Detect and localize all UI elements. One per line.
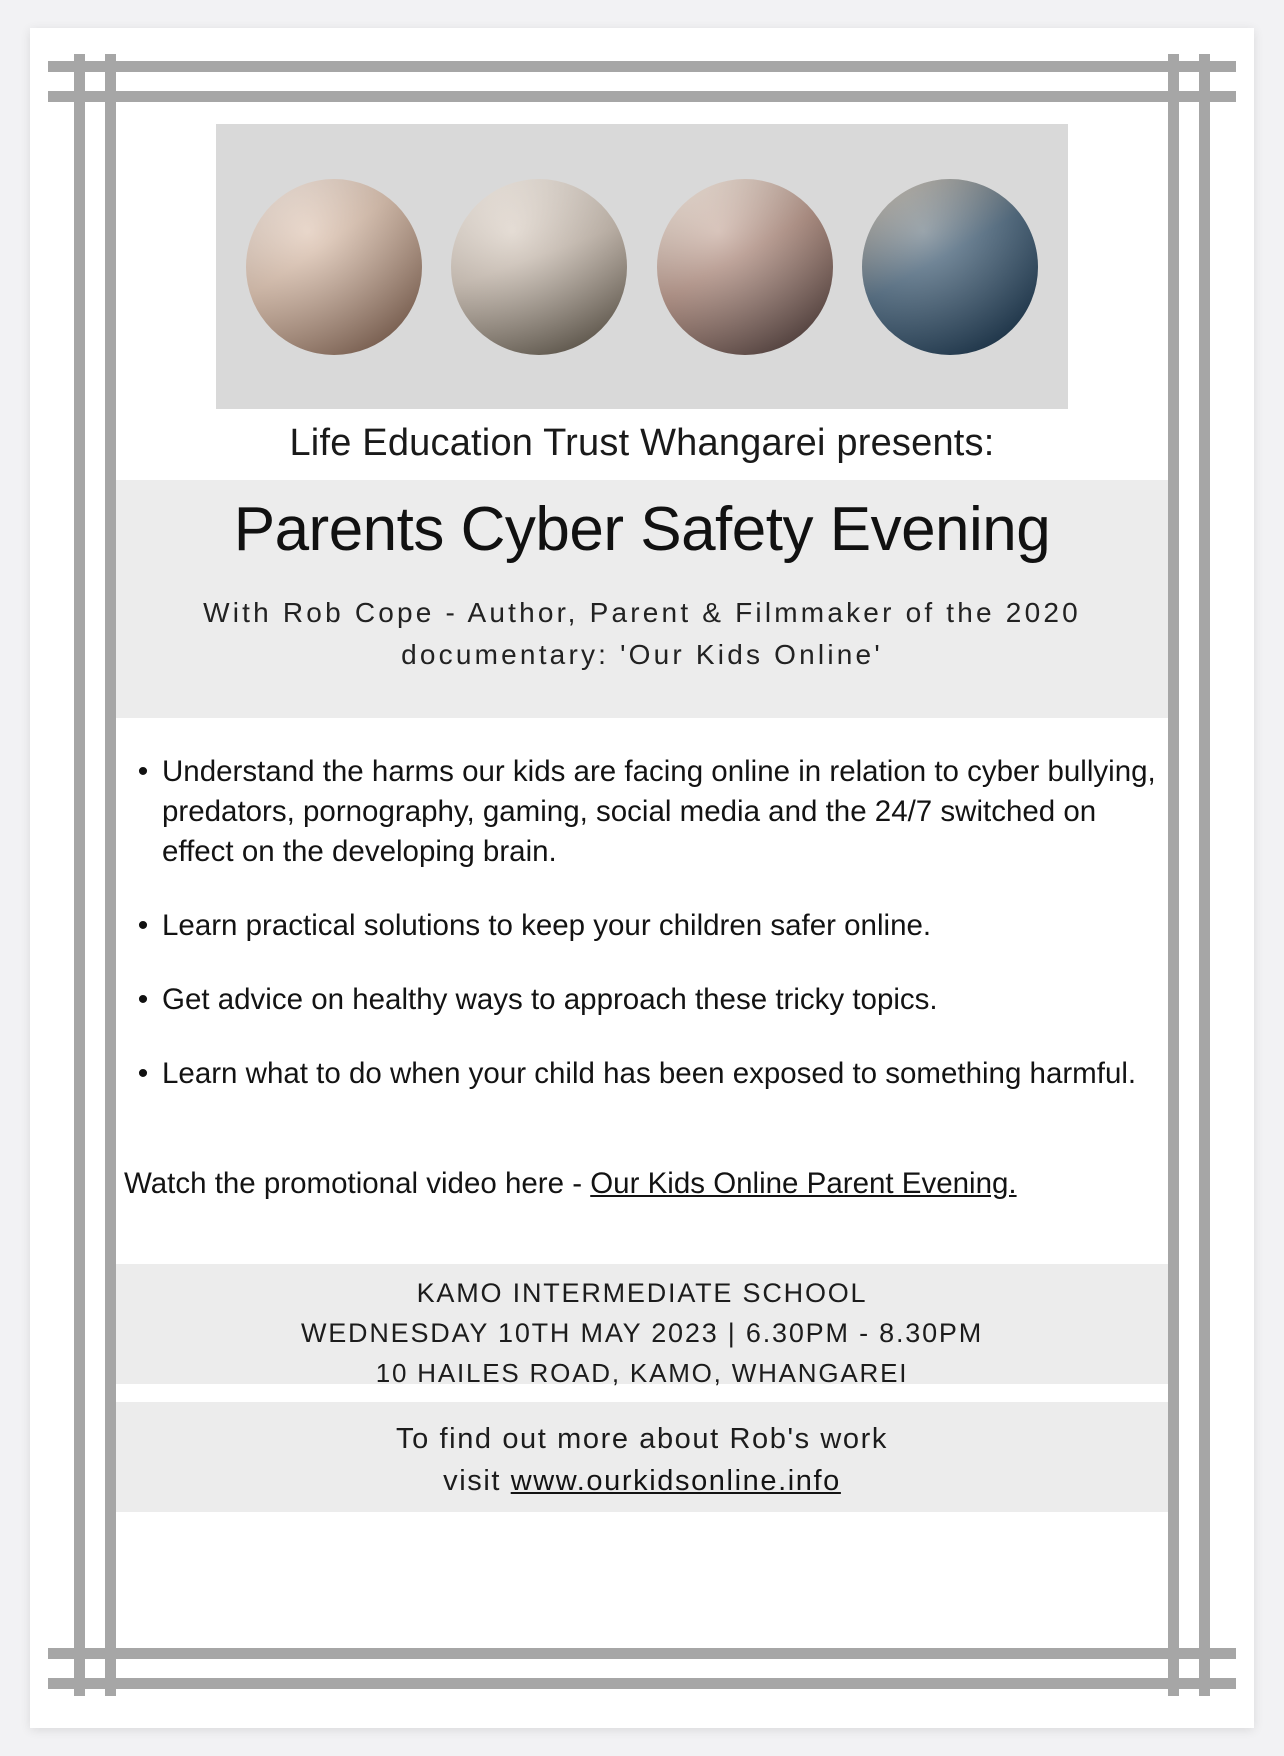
frame-bar-right-outer [1199,54,1210,1696]
venue-address: 10 HAILES ROAD, KAMO, WHANGAREI [375,1358,909,1388]
photo-girl-with-phone [246,179,422,355]
subtitle: With Rob Cope - Author, Parent & Filmmaker of the 2020 documentary: 'Our Kids Online' [203,597,1081,670]
footer-visit-prefix: visit [443,1465,511,1497]
list-item [124,906,1164,946]
frame-bar-right-inner [1168,54,1179,1696]
bullet-marker-icon: • [137,755,149,788]
bullet-marker-icon: • [137,909,149,942]
venue-details [116,1278,1168,1389]
frame-bar-top-outer [48,61,1236,72]
list-item-text: Get advice on healthy ways to approach these tricky topics. [162,983,938,1016]
bullet-list [124,752,1164,1128]
footer-details [116,1418,1168,1502]
frame-bar-left-outer [74,54,85,1696]
venue-school: KAMO INTERMEDIATE SCHOOL [416,1278,868,1308]
bullet-marker-icon: • [137,983,149,1016]
presenter-line: Life Education Trust Whangarei presents: [289,422,995,464]
photo-teen-with-laptop [657,179,833,355]
photo-child-using-tablet [862,179,1038,355]
list-item [124,980,1164,1020]
list-item-text: Learn what to do when your child has been exposed to something harmful. [162,1057,1137,1090]
list-item [124,1054,1164,1094]
promo-video-line [124,1164,1164,1204]
frame-bar-bottom-outer [48,1678,1236,1689]
frame-bar-bottom-inner [48,1648,1236,1659]
website-link[interactable]: www.ourkidsonline.info [510,1465,841,1497]
footer-line-2 [116,1460,1168,1502]
photo-child-gaming-controller [451,179,627,355]
page-title: Parents Cyber Safety Evening [233,495,1051,564]
bullet-marker-icon: • [137,1057,149,1090]
promo-video-link[interactable]: Our Kids Online Parent Evening. [590,1167,1017,1200]
list-item-text: Learn practical solutions to keep your children safer online. [162,909,932,942]
poster-canvas [30,28,1254,1728]
photo-strip [216,124,1068,409]
venue-datetime: WEDNESDAY 10TH MAY 2023 | 6.30PM - 8.30PM [300,1318,984,1348]
list-item-text: Understand the harms our kids are facing online in relation to cyber bullying, predators, pornography, gaming, social media and the 24/7 switched on effect on the developing brain. [162,755,1156,868]
list-item [124,752,1164,872]
frame-bar-top-inner [48,91,1236,102]
frame-bar-left-inner [105,54,116,1696]
poster-content [116,102,1168,1648]
footer-line-1: To find out more about Rob's work [396,1423,888,1455]
promo-video-prefix: Watch the promotional video here - [124,1167,591,1200]
